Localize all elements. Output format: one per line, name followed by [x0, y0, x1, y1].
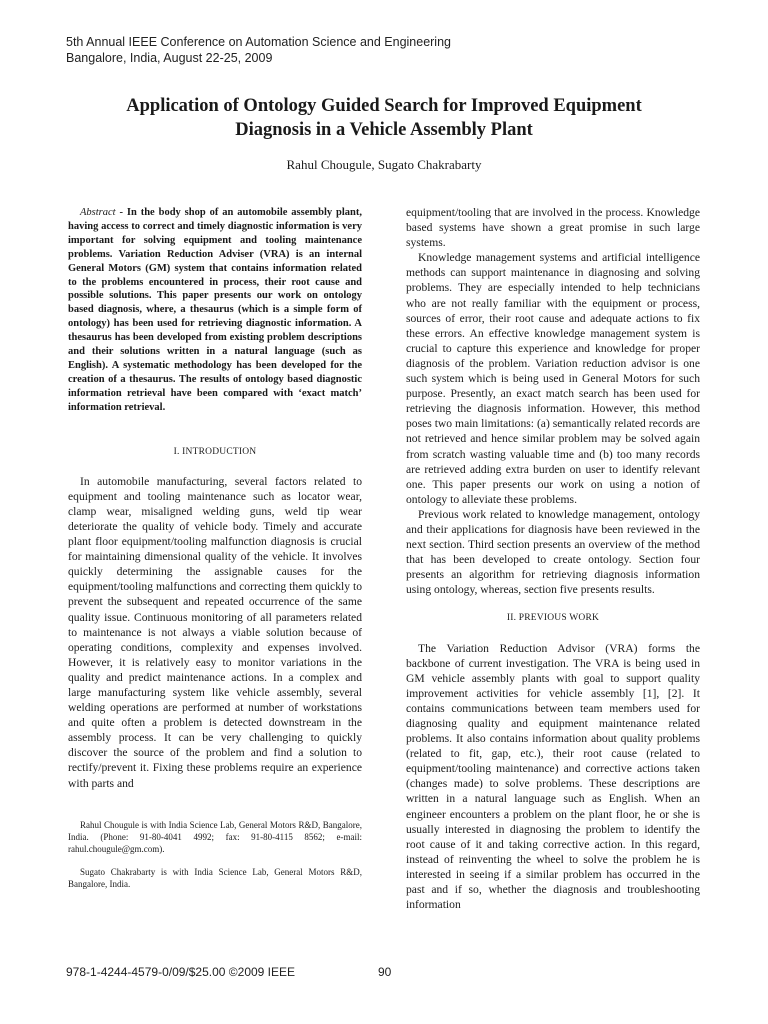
paper-organization-paragraph: Previous work related to knowledge management, ontology and their applications for diagnosis have been reviewed in the next section. Third section presents an overview of the method that has been developed to create ontology. Section four presents an algorithm for retrieving diagnosis information using ontology, whereas, section five presents results.	[406, 507, 700, 597]
knowledge-management-paragraph: Knowledge management systems and artificial intelligence methods can support maintenance in diagnosing and solving problems. They are especially intended to help technicians who are not really familiar with the equipment or process, sources of error, their root cause and adequate actions to fix these errors. An effective knowledge management system is crucial to capture this experience and knowledge for proper diagnosis of the problem. Variation reduction advisor is one such system which is being used in General Motors for such purpose. Presently, an exact match search has been used for retrieving the diagnosis information. However, this method poses two main limitations: (a) semantically related records are not retrieved and hence similar problem may be solved again from scratch wasting valuable time and (b) too many records are retrieved adding extra burden on user to identify relevant one. This paper presents our work on using a notion of ontology to alleviate these problems.	[406, 251, 700, 506]
title-line-1: Application of Ontology Guided Search for Improved Equipment	[126, 96, 642, 116]
conference-header	[66, 34, 451, 66]
intro-continuation: equipment/tooling that are involved in the process. Knowledge based systems have shown a great promise in such large systems.	[406, 206, 700, 250]
abstract	[68, 206, 362, 415]
conference-location-date: Bangalore, India, August 22-25, 2009	[66, 51, 273, 65]
abstract-label: Abstract	[80, 207, 116, 218]
section-heading-introduction: I. INTRODUCTION	[173, 446, 257, 457]
conference-name: 5th Annual IEEE Conference on Automation Science and Engineering	[66, 35, 451, 49]
abstract-separator: -	[115, 207, 127, 218]
previous-work-paragraph: The Variation Reduction Advisor (VRA) forms the backbone of current investigation. The VRA is being used in GM vehicle assembly plants with goal to support quality improvement activities for vehicle assembly [1], [2]. It contains communications between team members used for diagnosing quality and equipment maintenance related problems. It also contains information about quality problems (related to fit, gap, etc.), their root cause (related to equipment/tooling maintenance) and corrective actions taken (changes made) to solve problems. These descriptions are written in a natural language such as English. When an engineer encounters a problem on the plant floor, he or she is usually interested in diagnosing the problem to identify the root cause of it and taking corrective action. In this regard, instead of reinventing the wheel to solve the problem he is interested in seeing if a similar problem has occurred in the past and if so, whether the diagnosis and troubleshooting information	[406, 641, 700, 912]
left-column	[68, 206, 362, 890]
paper-title	[60, 94, 708, 142]
authors: Rahul Chougule, Sugato Chakrabarty	[286, 157, 482, 172]
right-column	[406, 205, 700, 912]
copyright-footer: 978-1-4244-4579-0/09/$25.00 ©2009 IEEE	[66, 965, 296, 979]
abstract-text: In the body shop of an automobile assembly plant, having access to correct and timely diagnostic information is very important for solving equipment and tooling maintenance problems. Variation Reduction Adviser (VRA) is an internal General Motors (GM) system that contains information related to the problems encountered in process, their root cause and possible solutions. This paper presents our work on ontology based diagnosis, where, a thesaurus (which is a simple form of ontology) has been used for retrieving diagnostic information. A thesaurus has been developed from existing problem descriptions and their solutions written in a natural language (such as English). A systematic methodology has been developed for the creation of a thesaurus. The results of ontology based diagnostic information retrieval have been compared with ‘exact match’ information retrieval.	[68, 207, 362, 413]
footnotes	[68, 819, 362, 890]
footnote-author-1: Rahul Chougule is with India Science Lab, General Motors R&D, Bangalore, India. (Phone: 91-80-4041 4992; fax: 91-80-4115 8562; e-mail: rahul.chougule@gm.com).	[68, 819, 362, 854]
intro-paragraph: In automobile manufacturing, several factors related to equipment and tooling maintenance such as locator wear, clamp wear, misaligned welding guns, weld tip wear deteriorate the quality of vehicle body. Timely and accurate plant floor equipment/tooling malfunction diagnosis is crucial for maintaining dimensional quality of the vehicle. It involves quickly determining the assignable causes for the equipment/tooling malfunctions and correcting them quickly to prevent the subsequent and repeated occurrence of the same quality issue. Continuous monitoring of all parameters related to maintenance is not always a viable solution because of operating conditions, complexity and expenses involved. However, it is relatively easy to monitor variations in the quality and predict maintenance actions. In a complex and large manufacturing system like vehicle assembly, several welding operations are performed at number of workstations and quite often a problem is detected downstream in the assembly process. It can be very challenging to quickly discover the source of the problem and find a solution to rectify/prevent it. Fixing these problems require an experience with parts and	[68, 474, 362, 790]
title-line-2: Diagnosis in a Vehicle Assembly Plant	[235, 120, 533, 140]
page-number: 90	[378, 965, 392, 979]
footnote-author-2: Sugato Chakrabarty is with India Science Lab, General Motors R&D, Bangalore, India.	[68, 866, 362, 889]
section-heading-previous-work: II. PREVIOUS WORK	[506, 613, 600, 624]
